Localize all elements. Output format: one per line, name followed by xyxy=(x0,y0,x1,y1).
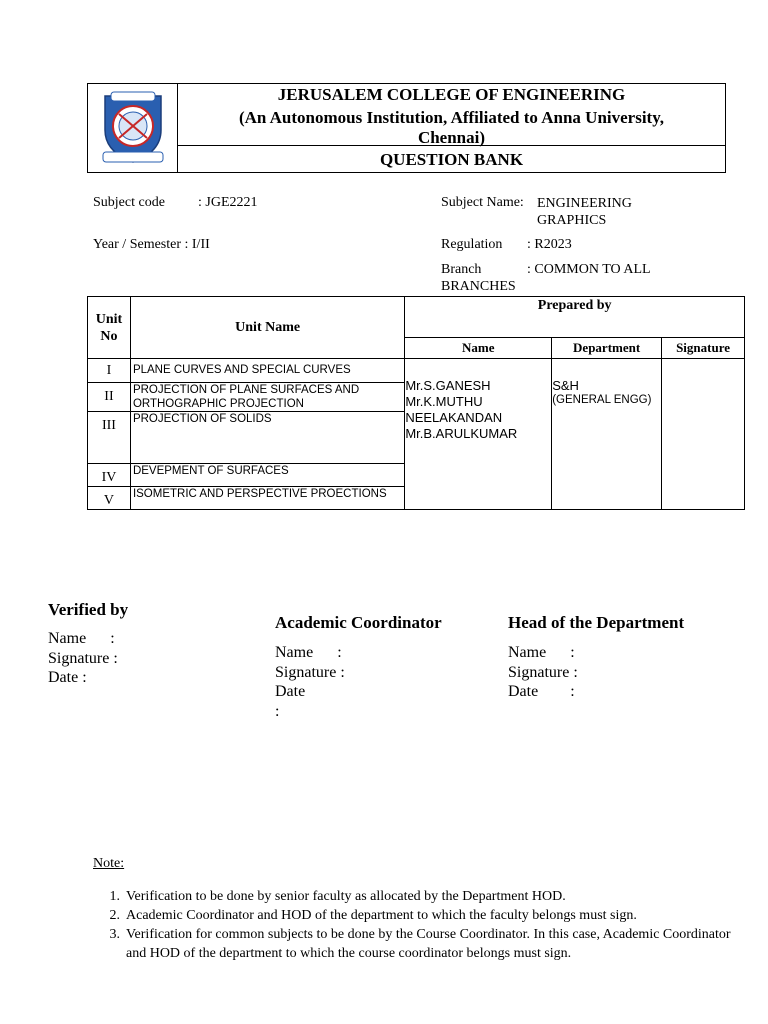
logo-cell xyxy=(88,84,178,172)
note-text: Verification for common subjects to be done by the Course Coordinator. In this case, Academic Coordinator and HOD of the department to which the course coordinator belongs must sign. xyxy=(126,927,731,961)
header-unit-name: Unit Name xyxy=(130,297,404,359)
note-item: 3. Verification for common subjects to be done by the Course Coordinator. In this case, Academic Coordinator and HOD of the department to which the course coordinator belongs must sign. xyxy=(93,925,733,963)
signature-cell xyxy=(662,359,745,510)
header-box xyxy=(87,83,726,173)
department-sub: (GENERAL ENGG) xyxy=(552,394,652,406)
unit-no: II xyxy=(88,383,131,412)
hod-date: Date : xyxy=(508,683,575,700)
branch-value: : COMMON TO ALL xyxy=(527,262,651,277)
verified-by-title: Verified by xyxy=(48,600,129,619)
unit-no: IV xyxy=(88,464,131,487)
branch-label: Branch xyxy=(441,262,482,277)
hod-signature: Signature : xyxy=(508,663,578,681)
document-title: QUESTION BANK xyxy=(178,145,725,172)
unit-no: I xyxy=(88,359,131,383)
note-list xyxy=(93,887,733,963)
header-prepared-by: Prepared by xyxy=(405,297,745,338)
staff-names-cell xyxy=(405,359,552,510)
unit-name: PROJECTION OF SOLIDS xyxy=(130,412,404,464)
department-cell xyxy=(552,359,662,510)
verified-name: Name : xyxy=(48,630,115,647)
subject-code-label: Subject code xyxy=(93,195,165,210)
header-name: Name xyxy=(405,338,552,359)
header-department: Department xyxy=(552,338,662,359)
note-item: 2. Academic Coordinator and HOD of the department to which the faculty belongs must sign. xyxy=(109,908,637,923)
subject-code-value: : JGE2221 xyxy=(198,195,258,210)
hod-block xyxy=(508,643,578,702)
subject-name-label: Subject Name: xyxy=(441,195,524,210)
unit-name: DEVEPMENT OF SURFACES xyxy=(130,464,404,487)
units-table xyxy=(87,296,745,510)
header-signature: Signature xyxy=(662,338,745,359)
department-value: S&H xyxy=(552,378,579,393)
staff-name: Mr.S.GANESH xyxy=(405,378,491,393)
header-unit-no: Unit No xyxy=(88,297,131,359)
college-crest-logo-icon xyxy=(97,90,169,166)
title-area xyxy=(178,84,725,145)
college-name: JERUSALEM COLLEGE OF ENGINEERING xyxy=(277,85,626,104)
verified-by-block xyxy=(48,629,118,688)
regulation-label: Regulation xyxy=(441,237,503,252)
unit-name: PLANE CURVES AND SPECIAL CURVES xyxy=(130,359,404,383)
staff-name: Mr.B.ARULKUMAR xyxy=(405,426,518,441)
unit-no: III xyxy=(88,412,131,464)
academic-coordinator-block xyxy=(275,643,345,721)
verified-signature: Signature : xyxy=(48,649,118,667)
academic-coordinator-title: Academic Coordinator xyxy=(275,613,442,632)
college-subtitle: (An Autonomous Institution, Affiliated to Anna University, Chennai) xyxy=(238,108,665,147)
year-semester: Year / Semester : I/II xyxy=(93,237,210,252)
note-text: Academic Coordinator and HOD of the department to which the faculty belongs must sign. xyxy=(126,908,637,923)
staff-name: Mr.K.MUTHU NEELAKANDAN xyxy=(405,394,503,425)
verified-date: Date : xyxy=(48,669,87,686)
ac-date-colon: : xyxy=(275,702,280,720)
unit-name: ISOMETRIC AND PERSPECTIVE PROECTIONS xyxy=(130,487,404,510)
ac-date: Date xyxy=(275,683,306,700)
ac-signature: Signature : xyxy=(275,663,345,681)
note-label: Note: xyxy=(93,856,125,871)
note-item: 1. Verification to be done by senior faculty as allocated by the Department HOD. xyxy=(109,889,566,904)
regulation-value: : R2023 xyxy=(527,237,572,252)
subject-name-value: ENGINEERING GRAPHICS xyxy=(537,196,632,228)
branch-value-continued: BRANCHES xyxy=(441,279,516,294)
note-text: Verification to be done by senior faculty as allocated by the Department HOD. xyxy=(126,889,566,904)
ac-name: Name : xyxy=(275,644,342,661)
unit-name: PROJECTION OF PLANE SURFACES AND ORTHOGRAPHIC PROJECTION xyxy=(130,383,404,412)
hod-name: Name : xyxy=(508,644,575,661)
unit-no: V xyxy=(88,487,131,510)
hod-title: Head of the Department xyxy=(508,613,685,632)
